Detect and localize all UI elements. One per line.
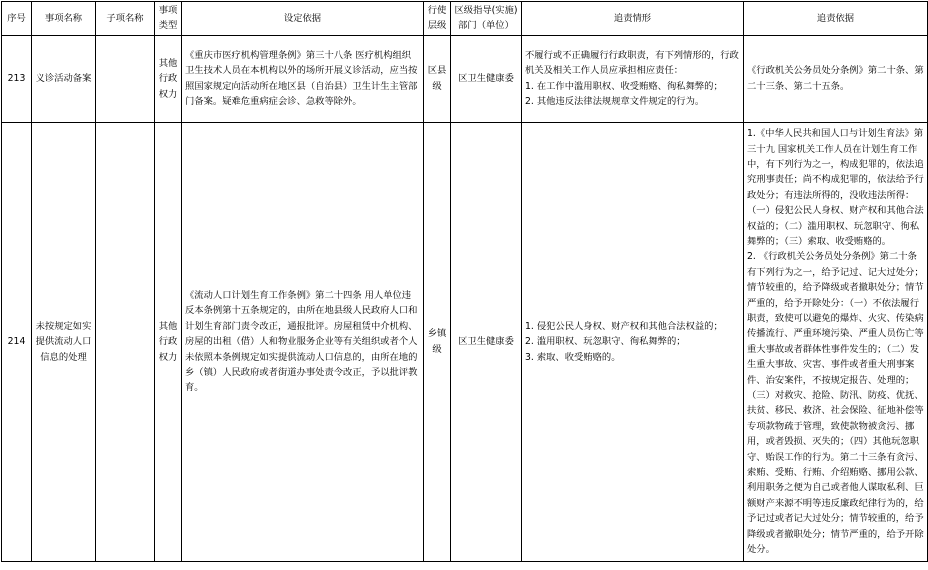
cell-accountability bbox=[744, 122, 928, 561]
cell-accountability: 《行政机关公务员处分条例》第二十条、第二十三条、第二十五条。 bbox=[744, 35, 928, 122]
accountability-table bbox=[1, 1, 928, 562]
header-seq: 序号 bbox=[2, 2, 32, 36]
header-row bbox=[2, 2, 928, 36]
cell-item-type: 其他行政权力 bbox=[155, 122, 182, 561]
table-row bbox=[2, 122, 928, 561]
cell-seq: 214 bbox=[2, 122, 32, 561]
header-circumstances: 追责情形 bbox=[522, 2, 744, 36]
cell-basis: 《重庆市医疗机构管理条例》第三十八条 医疗机构组织卫生技术人员在本机构以外的场所开展义诊活动，应当按照国家规定向活动所在地区县（自治县）卫生计生主管部门备案。疑难危重病症会诊、急救等除外。 bbox=[182, 35, 424, 122]
cell-circumstances bbox=[522, 122, 744, 561]
circumstance-line: 1. 侵犯公民人身权、财产权和其他合法权益的； bbox=[525, 320, 723, 332]
cell-item-name: 未按规定如实提供流动人口信息的处理 bbox=[32, 122, 96, 561]
cell-sub-item bbox=[96, 35, 155, 122]
circumstance-line: 2. 其他违反法律法规规章文件规定的行为。 bbox=[525, 96, 705, 108]
cell-item-name: 义诊活动备案 bbox=[32, 35, 96, 122]
circumstance-line: 2. 滥用职权、玩忽职守、徇私舞弊的； bbox=[525, 336, 686, 348]
header-level: 行使层级 bbox=[424, 2, 451, 36]
cell-dept: 区卫生健康委 bbox=[451, 122, 522, 561]
header-item-type: 事项类型 bbox=[155, 2, 182, 36]
cell-item-type: 其他行政权力 bbox=[155, 35, 182, 122]
cell-level: 乡镇级 bbox=[424, 122, 451, 561]
accountability-paragraph: 1.《中华人民共和国人口与计划生育法》第三十九 国家机关工作人员在计划生育工作中，有下列行为之一，构成犯罪的，依法追究刑事责任；尚不构成犯罪的，依法给予行政处分；有违法所得的，没收违法所得：（一）侵犯公民人身权、财产权和其他合法权益的；（二）滥用职权、玩忽职守、徇私舞弊的；（三）索取、收受贿赂的。 bbox=[747, 128, 924, 247]
header-basis: 设定依据 bbox=[182, 2, 424, 36]
accountability-paragraph: 2. 《行政机关公务员处分条例》第二十条 有下列行为之一，给予记过、记大过处分；情节较重的，给予降级或者撤职处分；情节严重的，给予开除处分：（一）不依法履行职责，致使可以避免的爆炸、火灾、传染病传播流行、严重环境污染、严重人员伤亡等重大事故或者群体性事件发生的；（二）发生重大事故、灾害、事件或者重大刑事案件、治安案件，不按规定报告、处理的；（三）对救灾、抢险、防汛、防疫、优抚、扶贫、移民、救济、社会保险、征地补偿等专项款物疏于管理，致使款物被贪污、挪用，或者毁损、灭失的；（四）其他玩忽职守、贻误工作的行为。第二十三条有贪污、索贿、受贿、行贿、介绍贿赂、挪用公款、利用职务之便为自己或者他人谋取私利、巨额财产来源不明等违反廉政纪律行为的，给予记过或者记大过处分；情节较重的，给予降级或者撤职处分；情节严重的，给予开除处分。 bbox=[747, 251, 924, 556]
cell-seq: 213 bbox=[2, 35, 32, 122]
cell-sub-item bbox=[96, 122, 155, 561]
cell-basis: 《流动人口计划生育工作条例》第二十四条 用人单位违反本条例第十五条规定的，由所在地县级人民政府人口和计划生育部门责令改正，通报批评。房屋租赁中介机构、房屋的出租（借）人和物业服务企业等有关组织或者个人未依照本条例规定如实提供流动人口信息的，由所在地的乡（镇）人民政府或者街道办事处责令改正，予以批评教育。 bbox=[182, 122, 424, 561]
circumstance-line: 3. 索取、收受贿赂的。 bbox=[525, 351, 621, 363]
circumstance-line: 不履行或不正确履行行政职责，有下列情形的，行政机关及相关工作人员应承担相应责任： bbox=[525, 50, 739, 77]
header-accountability: 追责依据 bbox=[744, 2, 928, 36]
header-sub-item: 子项名称 bbox=[96, 2, 155, 36]
table-row bbox=[2, 35, 928, 122]
header-item-name: 事项名称 bbox=[32, 2, 96, 36]
cell-level: 区县级 bbox=[424, 35, 451, 122]
cell-circumstances bbox=[522, 35, 744, 122]
circumstance-line: 1. 在工作中滥用职权、收受贿赂、徇私舞弊的； bbox=[525, 80, 723, 92]
header-dept: 区级指导(实施)部门（单位） bbox=[451, 2, 522, 36]
cell-dept: 区卫生健康委 bbox=[451, 35, 522, 122]
